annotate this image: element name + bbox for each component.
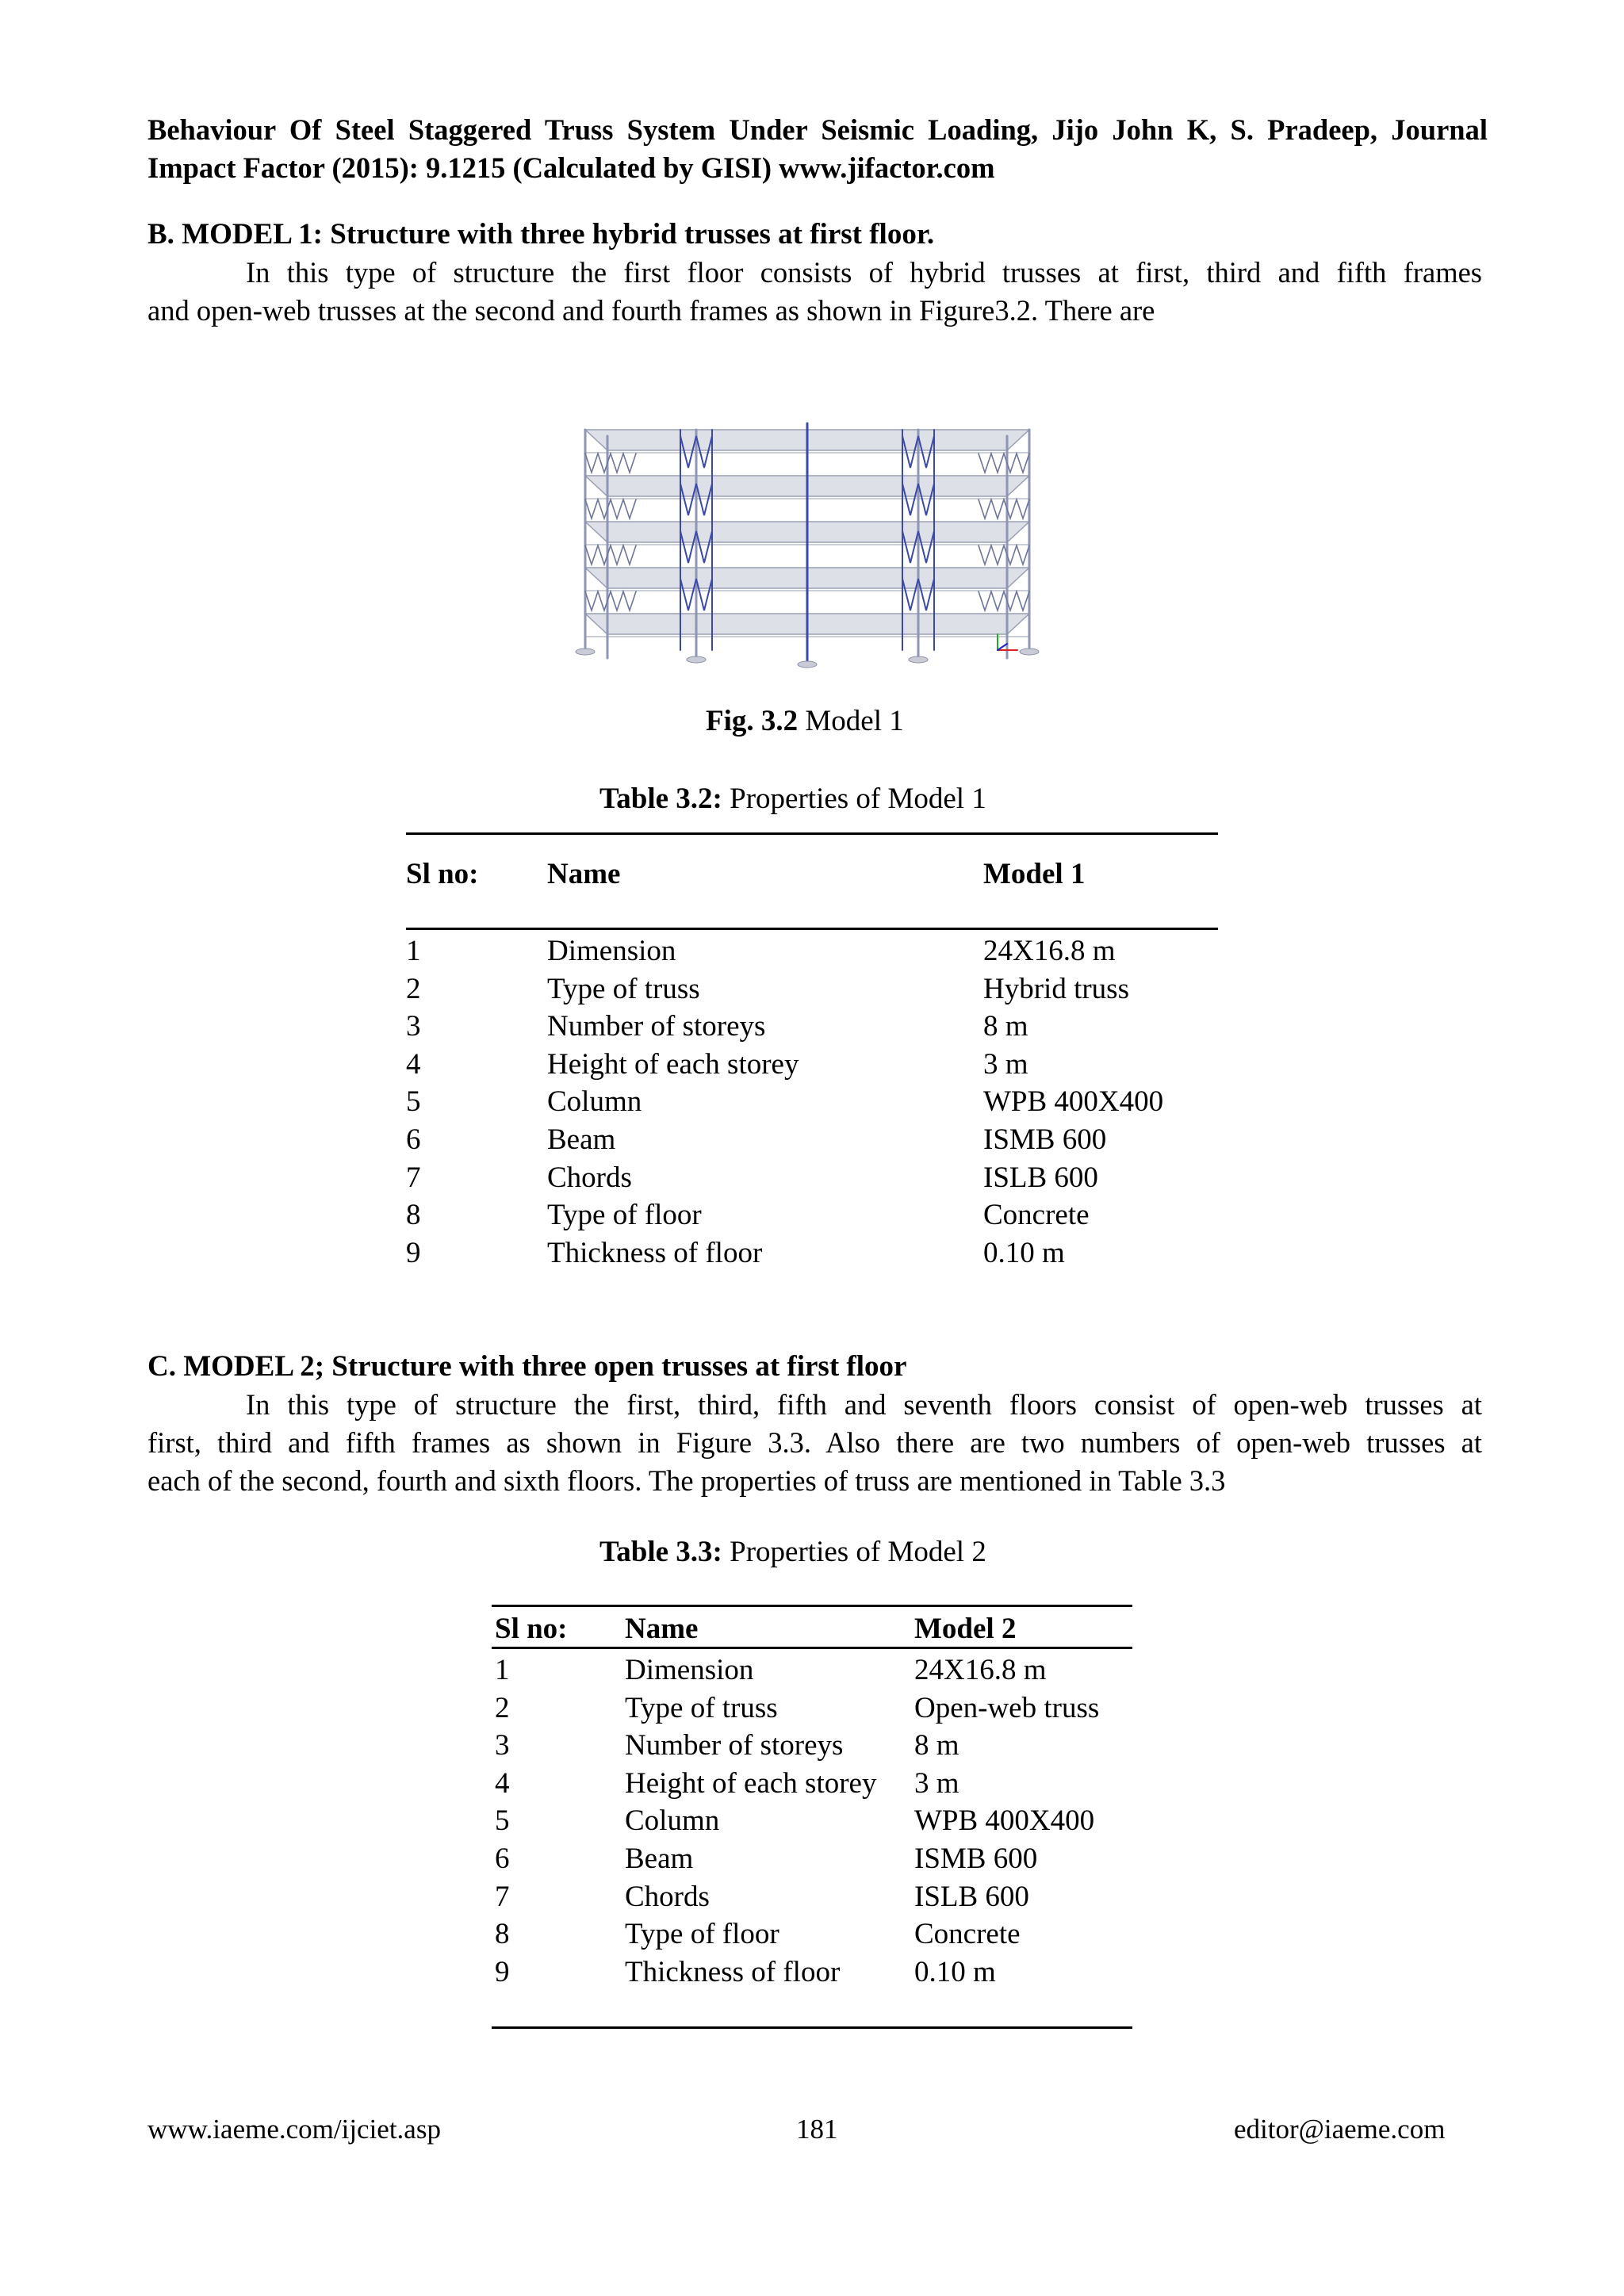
section-c-paragraph (147, 1386, 1482, 1500)
section-b-paragraph (147, 254, 1482, 330)
table1-cell-slno: 7 (406, 1161, 421, 1194)
table1-cell-name: Height of each storey (547, 1047, 799, 1081)
table1-caption (599, 780, 986, 818)
section-c-line-1: In this type of structure the first, third, fifth and seventh floors consist of open-web trusses at (246, 1388, 1482, 1421)
table2-cell-slno: 2 (495, 1691, 510, 1724)
table2-cell-name: Column (625, 1804, 720, 1838)
footer-website: www.iaeme.com/ijciet.asp (147, 2114, 441, 2145)
table2-cell-slno: 8 (495, 1918, 510, 1951)
table1-cell-name: Chords (547, 1161, 632, 1194)
table1-cell-value: ISLB 600 (983, 1161, 1098, 1194)
table2-cell-name: Height of each storey (625, 1766, 877, 1800)
footer-email: editor@iaeme.com (1234, 2114, 1446, 2145)
table1-cell-value: 8 m (983, 1010, 1028, 1043)
table1-cell-value: Concrete (983, 1199, 1090, 1232)
table1-cell-slno: 6 (406, 1123, 421, 1156)
table2-cell-value: 0.10 m (914, 1955, 996, 1988)
table1-cell-name: Dimension (547, 935, 676, 967)
running-header (147, 111, 1488, 187)
table1-cell-slno: 8 (406, 1199, 421, 1232)
table1-header-rule (406, 928, 1218, 930)
table1-header-name: Name (547, 858, 621, 890)
table2-cell-name: Beam (625, 1843, 694, 1875)
table2-top-rule (492, 1605, 1132, 1607)
figure-caption (706, 702, 904, 740)
table1-top-rule (406, 832, 1218, 835)
table2-cell-value: Concrete (914, 1918, 1021, 1951)
table1-cell-name: Beam (547, 1123, 616, 1156)
section-b-heading: B. MODEL 1: Structure with three hybrid trusses at first floor. (147, 218, 935, 251)
table1-cell-value: 3 m (983, 1047, 1028, 1081)
section-c-heading: C. MODEL 2; Structure with three open trusses at first floor (147, 1350, 907, 1383)
table1-cell-value: ISMB 600 (983, 1123, 1107, 1156)
table2-cell-value: WPB 400X400 (914, 1804, 1095, 1838)
table1-cell-name: Thickness of floor (547, 1236, 763, 1269)
table2-cell-name: Thickness of floor (625, 1955, 841, 1988)
table2-cell-slno: 3 (495, 1729, 510, 1762)
section-c-line-3: each of the second, fourth and sixth floors. The properties of truss are mentioned in Table 3.3 (147, 1464, 1226, 1497)
table2-cell-name: Number of storeys (625, 1729, 844, 1762)
table1-cell-slno: 4 (406, 1047, 421, 1081)
table2-header-rule (492, 1647, 1132, 1649)
running-header-line-2: Impact Factor (2015): 9.1215 (Calculated by GISI) www.jifactor.com (147, 151, 995, 184)
figure-model-1-image (553, 412, 1061, 682)
table1-caption-label: Table 3.2: (599, 783, 722, 815)
table1-cell-value: Hybrid truss (983, 972, 1129, 1005)
table2-cell-slno: 7 (495, 1880, 510, 1913)
table2-cell-slno: 1 (495, 1654, 510, 1686)
section-b-line-2: and open-web trusses at the second and fourth frames as shown in Figure3.2. There are (147, 294, 1155, 327)
table2-header-slno: Sl no: (495, 1613, 568, 1645)
table1-cell-name: Number of storeys (547, 1010, 766, 1043)
table1-cell-value: 0.10 m (983, 1236, 1065, 1269)
running-header-line-1: Behaviour Of Steel Staggered Truss System Under Seismic Loading, Jijo John K, S. Pradeep, Journal (147, 113, 1488, 146)
table2-cell-slno: 5 (495, 1804, 510, 1838)
table2-header-model: Model 2 (914, 1613, 1017, 1645)
table1-cell-value: 24X16.8 m (983, 935, 1116, 967)
table2-cell-value: 8 m (914, 1729, 959, 1762)
table2-cell-name: Dimension (625, 1654, 754, 1686)
table2-cell-slno: 6 (495, 1843, 510, 1875)
table2-cell-name: Chords (625, 1880, 710, 1913)
table2-cell-name: Type of floor (625, 1918, 779, 1951)
table2-bottom-rule (492, 2026, 1132, 2029)
footer-page-number: 181 (796, 2114, 838, 2145)
table2-header-name: Name (625, 1613, 699, 1645)
table1-cell-slno: 3 (406, 1010, 421, 1043)
table2-caption-label: Table 3.3: (599, 1536, 722, 1568)
figure-caption-text: Model 1 (805, 705, 904, 737)
table2-cell-value: ISLB 600 (914, 1880, 1029, 1913)
table1-header-model: Model 1 (983, 858, 1086, 890)
table2-cell-name: Type of truss (625, 1691, 778, 1724)
section-c-line-2: first, third and fifth frames as shown in Figure 3.3. Also there are two numbers of open-web trusses at (147, 1426, 1482, 1459)
table1-cell-name: Column (547, 1085, 642, 1119)
section-b-line-1: In this type of structure the first floor consists of hybrid trusses at first, third and fifth frames (246, 256, 1482, 289)
table1-cell-name: Type of floor (547, 1199, 702, 1232)
table2-caption-title: Properties of Model 2 (730, 1536, 986, 1568)
table2-cell-value: 3 m (914, 1766, 959, 1800)
table2-caption (599, 1533, 986, 1571)
table1-cell-value: WPB 400X400 (983, 1085, 1164, 1119)
table1-header-slno: Sl no: (406, 858, 479, 890)
table1-cell-slno: 9 (406, 1236, 421, 1269)
table1-caption-title: Properties of Model 1 (730, 783, 986, 815)
table2-cell-slno: 4 (495, 1766, 510, 1800)
table2-cell-value: Open-web truss (914, 1691, 1100, 1724)
figure-caption-label: Fig. 3.2 (706, 705, 799, 737)
table1-cell-slno: 2 (406, 972, 421, 1005)
table1-cell-name: Type of truss (547, 972, 700, 1005)
table2-cell-slno: 9 (495, 1955, 510, 1988)
table2-cell-value: 24X16.8 m (914, 1654, 1047, 1686)
table2-cell-value: ISMB 600 (914, 1843, 1038, 1875)
table1-cell-slno: 5 (406, 1085, 421, 1119)
table1-cell-slno: 1 (406, 935, 421, 967)
